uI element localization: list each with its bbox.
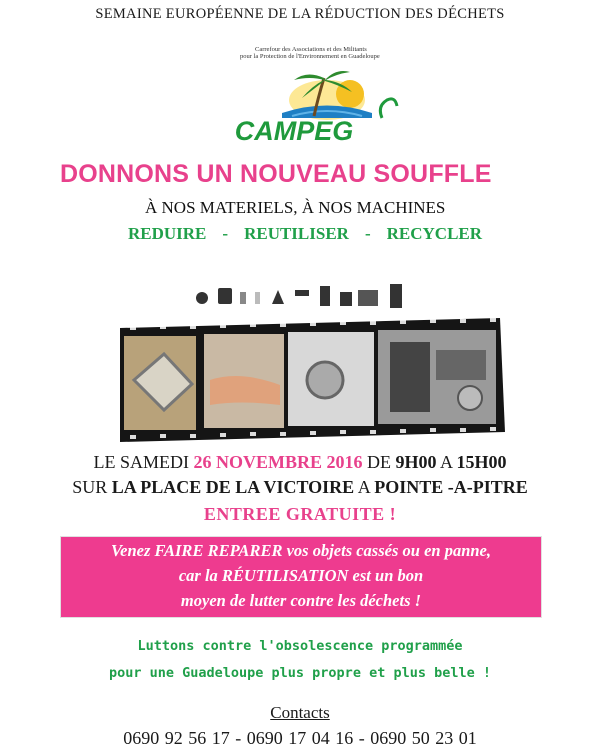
banner-line-1: Venez FAIRE REPARER vos objets cassés ou en panne, — [110, 541, 492, 560]
action-reduire: REDUIRE — [128, 224, 207, 243]
action-recycler: RECYCLER — [386, 224, 483, 243]
appliances-filmstrip-image — [100, 270, 520, 448]
time-end: 15H00 — [456, 452, 507, 472]
radio-icon — [218, 288, 232, 304]
banner-line-2: car la RÉUTILISATION est un bon — [178, 566, 424, 585]
place-prefix: SUR — [72, 477, 112, 497]
separator: - — [222, 224, 229, 243]
date-time-line — [0, 452, 600, 473]
free-entry: ENTREE GRATUITE ! — [203, 504, 397, 524]
action-reutiliser: REUTILISER — [244, 224, 349, 243]
place-mid: A — [354, 477, 375, 497]
logo-name: CAMPEG — [234, 116, 354, 146]
slogan-line-1: Luttons contre l'obsolescence programmée — [137, 638, 463, 654]
repair-banner — [60, 536, 542, 618]
logo-org-line-1: Carrefour des Associations et des Militants — [255, 46, 367, 53]
subheadline: À NOS MATERIELS, À NOS MACHINES — [145, 198, 446, 217]
city-name: POINTE -A-PITRE — [374, 477, 528, 497]
slogan-line-2: pour une Guadeloupe plus propre et plus belle ! — [108, 665, 491, 681]
iron-icon — [295, 290, 309, 296]
separator: - — [364, 224, 371, 243]
time-start: 9H00 — [395, 452, 437, 472]
time-mid: A — [436, 452, 457, 472]
contact-phones: 0690 92 56 17 - 0690 17 04 16 - 0690 50 23 01 — [123, 728, 477, 748]
speaker-icon — [320, 286, 330, 306]
turtle-icon — [380, 99, 397, 118]
date-prefix: LE SAMEDI — [93, 452, 194, 472]
actions-line — [128, 224, 482, 244]
place-line — [0, 477, 600, 498]
logo-org-line-2: pour la Protection de l'Environnement en Guadeloupe — [240, 53, 380, 60]
place-name: LA PLACE DE LA VICTOIRE — [111, 477, 355, 497]
lamp-icon — [272, 290, 284, 304]
tall-speaker-icon — [390, 284, 402, 308]
headline: DONNONS UN NOUVEAU SOUFFLE — [60, 160, 492, 188]
small-appliances-row — [196, 284, 402, 308]
campeg-logo — [232, 58, 412, 148]
kettle-icon — [340, 292, 352, 306]
time-prefix: DE — [362, 452, 396, 472]
microwave-icon — [358, 290, 378, 306]
event-date: 26 NOVEMBRE 2016 — [193, 452, 363, 472]
event-title: SEMAINE EUROPÉENNE DE LA RÉDUCTION DES DÉCHETS — [95, 6, 505, 22]
banner-line-3: moyen de lutter contre les déchets ! — [180, 591, 422, 610]
contacts-label: Contacts — [270, 703, 330, 722]
fan-icon — [196, 292, 208, 304]
